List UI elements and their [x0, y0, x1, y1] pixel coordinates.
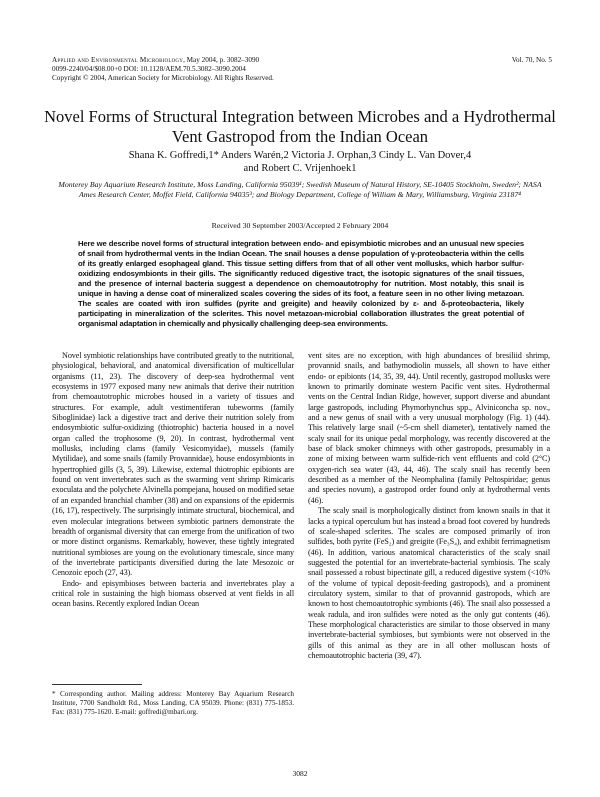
corresponding-author-footnote: * Corresponding author. Mailing address: Monterey Bay Aquarium Research Institute, 7700 Sandholdt Rd., Moss Landing, CA 95039. Phone: (831) 775-1853. Fax: (831) 775-1620. E-mail: goffredi@mbari.org. [52, 690, 294, 716]
received-accepted-dates: Received 30 September 2003/Accepted 2 February 2004 [211, 221, 389, 230]
copyright-line: Copyright © 2004, American Society for Microbiology. All Rights Reserved. [52, 74, 274, 82]
doi-line: 0099-2240/04/$08.00+0 DOI: 10.1128/AEM.70.5.3082–3090.2004 [52, 65, 246, 73]
footnote-divider [52, 684, 142, 685]
authors-line-2: and Robert C. Vrijenhoek1 [243, 163, 357, 174]
running-header [52, 56, 552, 83]
author-list [60, 149, 540, 175]
body-paragraph: The scaly snail is morphologically distinct from known snails in that it lacks a typical operculum but has instead a broad foot covered by hundreds of scale-shaped sclerites. The scales are composed primarily of iron sulfides, both pyrite (FeS₂) and greigite (Fe₃S₄), and exhibit ferrimagnetism (46). In addition, various anatomical characteristics of the scaly snail suggested the potential for an invertebrate-bacterial symbiosis. The scaly snail possessed a robust bipectinate gill, a reduced digestive system (<10% of the volume of typical deposit-feeding gastropods), and a prominent circulatory system, similar to that of provannid gastropods, which are known to host chemoautotrophic symbionts (46). The snail also possessed a weak radula, and iron sulfides were noted as the only gut contents (46). These morphological characteristics are similar to those observed in many invertebrate-bacterial symbioses, but symbionts were not observed in the gills of this animal as they are in all other molluscan hosts of chemoautotrophic bacteria (39, 47). [308, 506, 550, 660]
body-column-right [308, 351, 550, 661]
volume-label: Vol. 70, No. 5 [511, 56, 552, 64]
journal-name: Applied and Environmental Microbiology [52, 56, 184, 64]
body-paragraph: Endo- and episymbioses between bacteria and invertebrates play a critical role in sustaining the high biomass observed at vent fields in all ocean basins. Recently explored Indian Ocean [52, 578, 294, 609]
page-number: 3082 [292, 769, 308, 778]
article-title: Novel Forms of Structural Integration between Microbes and a Hydrothermal Vent Gastropod from the Indian Ocean [44, 107, 556, 146]
body-paragraph: vent sites are no exception, with high abundances of bresiliid shrimp, provannid snails, and bathymodiolin mussels, all shown to have either endo- or epibionts (14, 35, 39, 44). Until recently, gastropod mollusks were known to primarily dominate western Pacific vent sites. Hydrothermal vents on the Central Indian Ridge, however, support diverse and abundant large gastropods, including Phymorhynchus spp., Alviniconcha sp. nov., and a new genus of snail with a very unusual morphology (Fig. 1) (44). This relatively large snail (~5-cm shell diameter), tentatively named the scaly snail for its unique pedal morphology, was recently discovered at the base of black smoker chimneys with other gastropods, presumably in a zone of mixing between warm sulfide-rich vent effluents and cold (2°C) oxygen-rich sea water (43, 44, 46). The scaly snail has recently been described as a member of the Neomphalina (family Peltospiridae; genus and species novum), a gastropod order found only at hydrothermal vents (46). [308, 351, 550, 505]
body-column-left [52, 351, 294, 610]
authors-line-1: Shana K. Goffredi,1* Anders Warén,2 Victoria J. Orphan,3 Cindy L. Van Dover,4 [128, 150, 472, 161]
affiliations: Monterey Bay Aquarium Research Institute, Moss Landing, California 95039¹; Swedish Museum of Natural History, SE-10405 Stockholm, Sweden²; NASA Ames Research Center, Moffet Field, California 94035³; and Biology Department, College of William & Mary, Williamsburg, Virginia 23187⁴ [58, 180, 542, 199]
header-left [52, 56, 274, 83]
body-paragraph: Novel symbiotic relationships have contributed greatly to the nutritional, physiological, behavioral, and anatomical diversification of multicellular organisms (11, 23). The discovery of deep-sea hydrothermal vent ecosystems in 1977 exposed many new animals that derive their nutrition from chemoautotrophic microbes housed in a variety of tissues and structures. For example, adult vestimentiferan tubeworms (family Siboglinidae) lack a digestive tract and derive their nutrition solely from endosymbiotic sulfur-oxidizing (thiotrophic) bacteria housed in a novel organ called the trophosome (9, 20). In contrast, hydrothermal vent mollusks, including clams (family Vesicomyidae), mussels (family Mytilidae), and some snails (family Provannidae), house endosymbionts in hypertrophied gills (3, 5, 39). Likewise, external thiotrophic epibionts are found on vent invertebrates such as the swarming vent shrimp Rimicaris exoculata and the polychete Alvinella pompejana, housed on modified setae of an expanded branchial chamber (38) and on expansions of the epidermis (16, 17), respectively. The surprisingly intimate structural, biochemical, and even molecular integrations between symbiotic partners demonstrate the breadth of organismal diversity that can emerge from the unification of two or more distinct organisms. Remarkably, however, these tightly integrated nutritional symbioses are young on the evolutionary timescale, since many of the invertebrate participants diversified during the late Mesozoic or Cenozoic epoch (27, 43). [52, 351, 294, 578]
abstract: Here we describe novel forms of structural integration between endo- and episymbiotic microbes and an unusual new species of snail from hydrothermal vents in the Indian Ocean. The snail houses a dense population of γ-proteobacteria within the cells of its greatly enlarged esophageal gland. This tissue setting differs from that of all other vent mollusks, which harbor sulfur-oxidizing endosymbionts in their gills. The significantly reduced digestive tract, the isotopic signatures of the snail tissues, and the presence of internal bacteria suggest a dependence on chemoautotrophy for nutrition. Most notably, this snail is unique in having a dense coat of mineralized scales covering the sides of its foot, a feature seen in no other living metazoan. The scales are coated with iron sulfides (pyrite and greigite) and heavily colonized by ε- and δ-proteobacteria, likely participating in mineralization of the sclerites. This novel metazoan-microbial collaboration illustrates the great potential of organismal adaptation in chemically and physically challenging deep-sea environments. [78, 239, 524, 328]
journal-issue: , May 2004, p. 3082–3090 [183, 56, 260, 64]
